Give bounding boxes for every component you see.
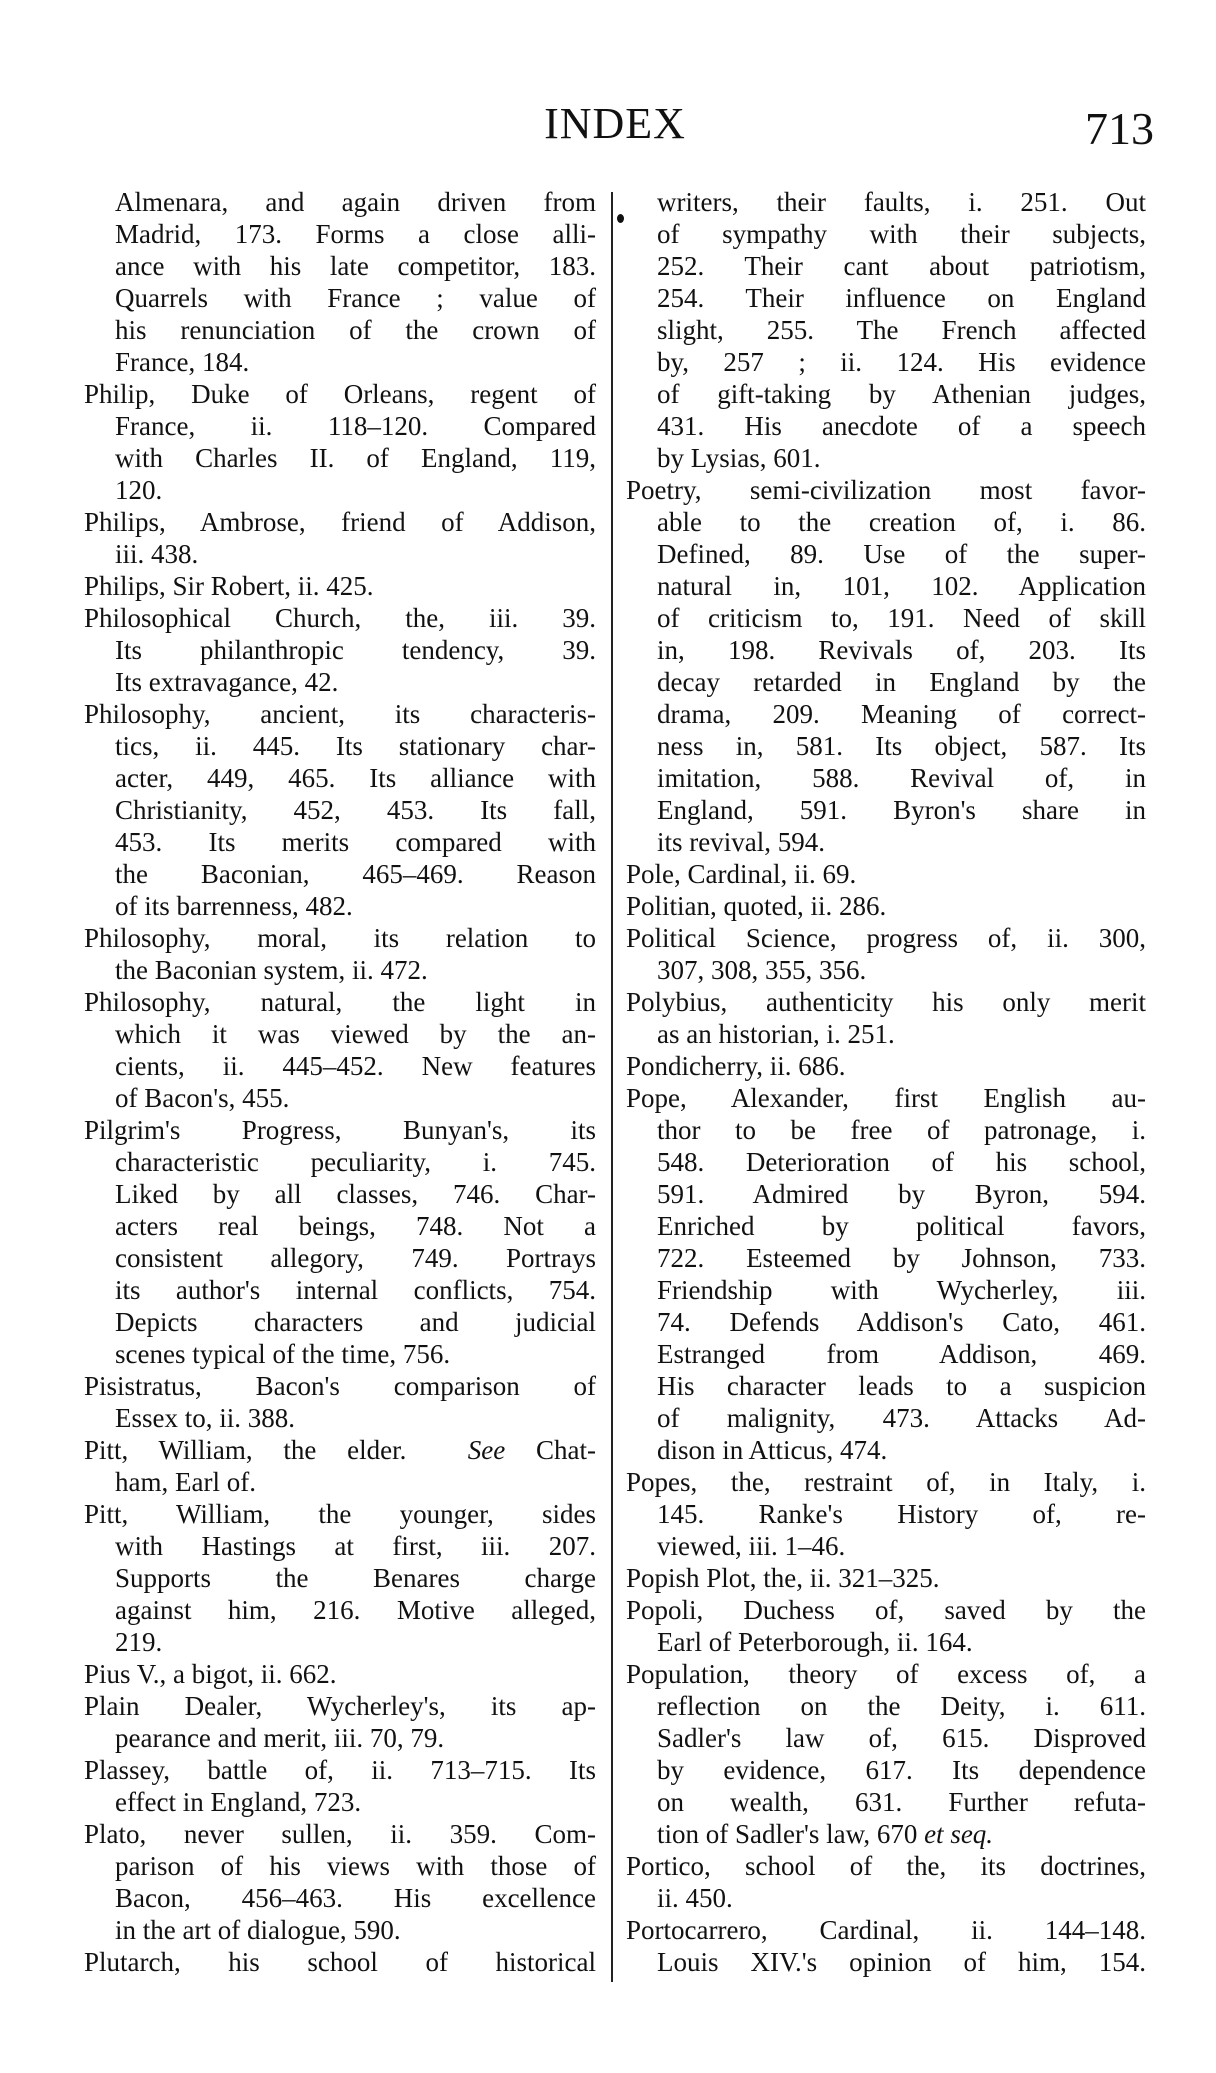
index-line: 307, 308, 355, 356. — [657, 955, 867, 985]
index-entry — [84, 1434, 596, 1498]
index-line: dison in Atticus, 474. — [657, 1435, 888, 1465]
index-line: in the art of dialogue, 590. — [115, 1915, 401, 1945]
index-line: Pope, Alexander, first English au- — [626, 1083, 1146, 1113]
index-entry — [626, 1914, 1146, 1978]
index-line: Christianity, 452, 453. Its fall, — [115, 795, 596, 825]
index-entry — [626, 186, 1146, 474]
index-line: Liked by all classes, 746. Char- — [115, 1179, 596, 1209]
index-line: its author's internal conflicts, 754. — [115, 1275, 596, 1305]
column-divider — [611, 192, 613, 1982]
index-line: of sympathy with their subjects, — [657, 219, 1146, 249]
index-line: 74. Defends Addison's Cato, 461. — [657, 1307, 1146, 1337]
index-line: Pius V., a bigot, ii. 662. — [84, 1659, 337, 1689]
index-line: Politian, quoted, ii. 286. — [626, 891, 887, 921]
index-line: acters real beings, 748. Not a — [115, 1211, 596, 1241]
index-line: ham, Earl of. — [115, 1467, 256, 1497]
index-line: effect in England, 723. — [115, 1787, 362, 1817]
index-line: Philips, Sir Robert, ii. 425. — [84, 571, 374, 601]
index-line: by, 257 ; ii. 124. His evidence — [657, 347, 1146, 377]
index-line: His character leads to a suspicion — [657, 1371, 1146, 1401]
index-line: France, 184. — [115, 347, 250, 377]
index-line: Defined, 89. Use of the super- — [657, 539, 1146, 569]
index-line: against him, 216. Motive alleged, — [115, 1595, 596, 1625]
index-line: Its philanthropic tendency, 39. — [115, 635, 596, 665]
index-entry — [84, 922, 596, 986]
index-line: ance with his late competitor, 183. — [115, 251, 596, 281]
index-line: writers, their faults, i. 251. Out — [657, 187, 1146, 217]
text-segment: Pitt, William, the elder. — [84, 1435, 468, 1465]
index-line: 431. His anecdote of a speech — [657, 411, 1146, 441]
index-line: Sadler's law of, 615. Disproved — [657, 1723, 1146, 1753]
index-line: the Baconian system, ii. 472. — [115, 955, 428, 985]
index-line: Population, theory of excess of, a — [626, 1659, 1146, 1689]
index-line: its revival, 594. — [657, 827, 825, 857]
index-line: as an historian, i. 251. — [657, 1019, 895, 1049]
index-line: Polybius, authenticity his only merit — [626, 987, 1146, 1017]
index-line: with Hastings at first, iii. 207. — [115, 1531, 596, 1561]
index-line: able to the creation of, i. 86. — [657, 507, 1146, 537]
index-entry — [84, 378, 596, 506]
index-entry — [626, 1082, 1146, 1466]
index-line: parison of his views with those of — [115, 1851, 596, 1881]
index-entry — [84, 1690, 596, 1754]
index-line: iii. 438. — [115, 539, 199, 569]
index-line: Pole, Cardinal, ii. 69. — [626, 859, 857, 889]
index-line: decay retarded in England by the — [657, 667, 1146, 697]
index-line: of Bacon's, 455. — [115, 1083, 290, 1113]
index-line — [626, 1818, 1146, 1850]
index-line: England, 591. Byron's share in — [657, 795, 1146, 825]
index-line: tics, ii. 445. Its stationary char- — [115, 731, 596, 761]
index-entry — [84, 506, 596, 570]
index-line: Political Science, progress of, ii. 300, — [626, 923, 1146, 953]
page-title: INDEX — [544, 99, 686, 148]
index-line: Popish Plot, the, ii. 321–325. — [626, 1563, 940, 1593]
index-column-right — [626, 186, 1146, 1978]
index-entry — [626, 1850, 1146, 1914]
index-line: Quarrels with France ; value of — [115, 283, 596, 313]
page-number: 713 — [1085, 103, 1154, 154]
index-line: Popoli, Duchess of, saved by the — [626, 1595, 1146, 1625]
index-entry — [626, 890, 1146, 922]
index-entry — [84, 986, 596, 1114]
index-line: drama, 209. Meaning of correct- — [657, 699, 1146, 729]
index-line: Plato, never sullen, ii. 359. Com- — [84, 1819, 596, 1849]
index-line: Philosophy, ancient, its characteris- — [84, 699, 596, 729]
index-column-left — [84, 186, 596, 1978]
index-entry — [84, 1370, 596, 1434]
index-line: Its extravagance, 42. — [115, 667, 339, 697]
index-line: Bacon, 456–463. His excellence — [115, 1883, 596, 1913]
index-line: ness in, 581. Its object, 587. Its — [657, 731, 1146, 761]
index-line: of its barrenness, 482. — [115, 891, 353, 921]
index-line: the Baconian, 465–469. Reason — [115, 859, 596, 889]
index-line: Pondicherry, ii. 686. — [626, 1051, 846, 1081]
index-line: Almenara, and again driven from — [115, 187, 596, 217]
index-entry — [626, 1658, 1146, 1850]
index-line: Poetry, semi-civilization most favor- — [626, 475, 1146, 505]
ink-dot-mark — [617, 214, 624, 223]
index-line: Philips, Ambrose, friend of Addison, — [84, 507, 596, 537]
index-line: Philosophical Church, the, iii. 39. — [84, 603, 596, 633]
index-entry — [626, 1562, 1146, 1594]
index-line: 548. Deterioration of his school, — [657, 1147, 1146, 1177]
text-segment: tion of Sadler's law, 670 — [657, 1819, 925, 1849]
italic-text: et seq. — [924, 1819, 994, 1849]
italic-text: See — [467, 1435, 506, 1465]
index-entry — [84, 1754, 596, 1818]
index-line: in, 198. Revivals of, 203. Its — [657, 635, 1146, 665]
index-line: slight, 255. The French affected — [657, 315, 1146, 345]
index-line: France, ii. 118–120. Compared — [115, 411, 596, 441]
index-line: consistent allegory, 749. Portrays — [115, 1243, 596, 1273]
index-line: Estranged from Addison, 469. — [657, 1339, 1146, 1369]
index-line: Pitt, William, the younger, sides — [84, 1499, 596, 1529]
index-line: acter, 449, 465. Its alliance with — [115, 763, 596, 793]
index-line: ii. 450. — [657, 1883, 733, 1913]
index-line: 145. Ranke's History of, re- — [657, 1499, 1146, 1529]
index-entry — [626, 858, 1146, 890]
index-line: Philosophy, natural, the light in — [84, 987, 596, 1017]
index-entry — [84, 1114, 596, 1370]
index-line: which it was viewed by the an- — [115, 1019, 596, 1049]
index-entry — [84, 1946, 596, 1978]
index-line: Plassey, battle of, ii. 713–715. Its — [84, 1755, 596, 1785]
index-line: Supports the Benares charge — [115, 1563, 596, 1593]
index-line: pearance and merit, iii. 70, 79. — [115, 1723, 445, 1753]
text-segment: Chat- — [505, 1435, 596, 1465]
index-line: thor to be free of patronage, i. — [657, 1115, 1146, 1145]
index-line: Pisistratus, Bacon's comparison of — [84, 1371, 596, 1401]
index-line: 722. Esteemed by Johnson, 733. — [657, 1243, 1146, 1273]
index-line: Philosophy, moral, its relation to — [84, 923, 596, 953]
index-line: his renunciation of the crown of — [115, 315, 596, 345]
index-line: viewed, iii. 1–46. — [657, 1531, 846, 1561]
index-line: Enriched by political favors, — [657, 1211, 1146, 1241]
index-line — [84, 1434, 596, 1466]
index-line: Depicts characters and judicial — [115, 1307, 596, 1337]
index-line: Portico, school of the, its doctrines, — [626, 1851, 1146, 1881]
index-line: Plain Dealer, Wycherley's, its ap- — [84, 1691, 596, 1721]
index-line: Popes, the, restraint of, in Italy, i. — [626, 1467, 1146, 1497]
index-line: 120. — [115, 475, 163, 505]
index-entry — [626, 1466, 1146, 1562]
index-line: on wealth, 631. Further refuta- — [657, 1787, 1146, 1817]
index-line: scenes typical of the time, 756. — [115, 1339, 451, 1369]
index-entry — [84, 186, 596, 378]
index-entry — [84, 570, 596, 602]
index-entry — [84, 1818, 596, 1946]
index-line: 254. Their influence on England — [657, 283, 1146, 313]
index-entry — [84, 698, 596, 922]
index-line: Essex to, ii. 388. — [115, 1403, 295, 1433]
index-line: of malignity, 473. Attacks Ad- — [657, 1403, 1146, 1433]
index-entry — [84, 602, 596, 698]
index-line: Friendship with Wycherley, iii. — [657, 1275, 1146, 1305]
index-line: Earl of Peterborough, ii. 164. — [657, 1627, 973, 1657]
index-line: characteristic peculiarity, i. 745. — [115, 1147, 596, 1177]
index-line: by Lysias, 601. — [657, 443, 821, 473]
index-line: reflection on the Deity, i. 611. — [657, 1691, 1146, 1721]
index-line: cients, ii. 445–452. New features — [115, 1051, 596, 1081]
index-line: 453. Its merits compared with — [115, 827, 596, 857]
index-line: 252. Their cant about patriotism, — [657, 251, 1146, 281]
index-line: Plutarch, his school of historical — [84, 1947, 596, 1977]
index-entry — [84, 1498, 596, 1658]
index-line: by evidence, 617. Its dependence — [657, 1755, 1146, 1785]
index-entry — [626, 1050, 1146, 1082]
index-entry — [626, 986, 1146, 1050]
index-entry — [626, 922, 1146, 986]
index-entry — [626, 1594, 1146, 1658]
index-line: 219. — [115, 1627, 163, 1657]
index-line: Madrid, 173. Forms a close alli- — [115, 219, 596, 249]
index-line: natural in, 101, 102. Application — [657, 571, 1146, 601]
index-line: Philip, Duke of Orleans, regent of — [84, 379, 596, 409]
index-line: Portocarrero, Cardinal, ii. 144–148. — [626, 1915, 1146, 1945]
index-line: of gift-taking by Athenian judges, — [657, 379, 1146, 409]
index-line: with Charles II. of England, 119, — [115, 443, 596, 473]
index-line: of criticism to, 191. Need of skill — [657, 603, 1146, 633]
index-line: Pilgrim's Progress, Bunyan's, its — [84, 1115, 596, 1145]
index-line: imitation, 588. Revival of, in — [657, 763, 1146, 793]
index-entry — [84, 1658, 596, 1690]
index-line: 591. Admired by Byron, 594. — [657, 1179, 1146, 1209]
index-entry — [626, 474, 1146, 858]
index-line: Louis XIV.'s opinion of him, 154. — [657, 1947, 1146, 1977]
